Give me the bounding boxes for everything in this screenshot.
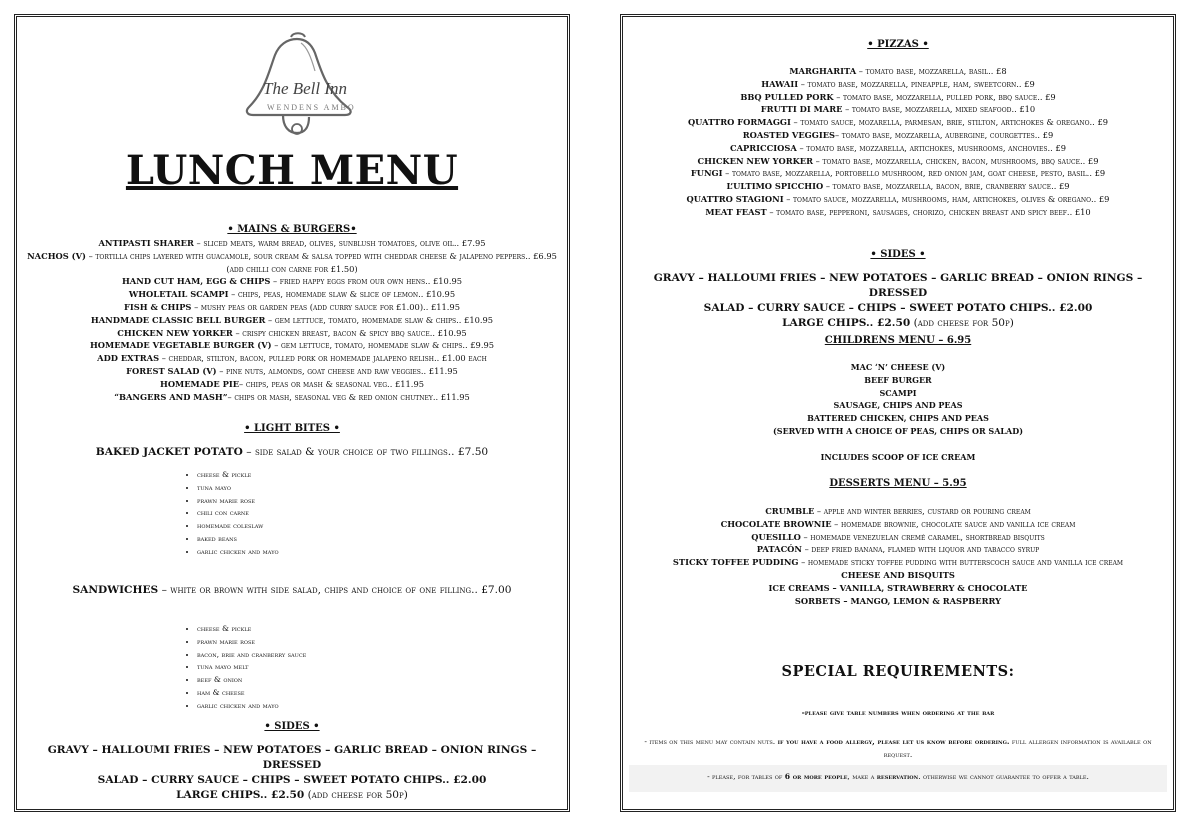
light-bites-heading: • LIGHT BITES • [244, 423, 340, 434]
menu-item-desc: – chips, peas or mash & seasonal veg.. £11.95 [239, 378, 425, 389]
menu-item-desc: – mushy peas or garden peas (add curry sauce for £1.00).. £11.95 [191, 301, 460, 312]
menu-item-desc: – chips, peas, homemade slaw & slice of lemon.. £10.95 [228, 289, 456, 300]
desserts-heading: DESSERTS MENU – 5.95 [829, 478, 967, 489]
childrens-note: INCLUDES SCOOP OF ICE CREAM [820, 452, 976, 462]
pizza-item-name: CAPRICCIOSA [730, 142, 797, 153]
menu-item-name: WHOLETAIL SCAMPI [128, 289, 229, 300]
pizza-item-desc: – tomato base, pepperoni, sausages, chorizo, chicken breast and spicy beef.. £10 [766, 206, 1091, 217]
pizza-item-desc: – tomato sauce, mozzarella, mushrooms, ham, artichokes, olives & oregano.. £9 [783, 193, 1110, 204]
menu-item [25, 237, 559, 250]
pizza-item-desc: – tomato base, mozzarella, portobello mushroom, red onion jam, goat cheese, pesto, basil.. £9 [722, 168, 1106, 179]
pizza-item-name: HAWAII [761, 78, 799, 89]
filling-item: • ham & cheese [197, 687, 306, 700]
menu-item-name: HAND CUT HAM, EGG & CHIPS [121, 276, 271, 287]
dessert-item-desc: – homemade brownie, chocolate sauce and vanilla ice cream [831, 518, 1076, 529]
bell-inn-logo [227, 31, 377, 141]
filling-item: • baked beans [197, 533, 279, 546]
large-chips: LARGE CHIPS.. £2.50 [176, 789, 305, 801]
pizza-item-name: MARGHARITA [789, 66, 857, 76]
menu-item [25, 288, 559, 301]
dessert-item-name: SORBETS – MANGO, LEMON & RASPBERRY [794, 595, 1002, 606]
pizza-item [627, 103, 1169, 116]
pizzas-heading: • PIZZAS • [867, 39, 929, 50]
menu-item-name: “BANGERS AND MASH” [114, 391, 228, 402]
sandwiches-line [31, 583, 553, 598]
dessert-item-name: CRUMBLE [765, 506, 815, 516]
menu-item-name: FOREST SALAD (V) [126, 365, 217, 376]
jacket-potato-line [25, 445, 559, 460]
dessert-item-name: PATACÓN [756, 544, 802, 555]
pizza-item [627, 167, 1169, 180]
pizza-item-desc: – tomato base, mozzarella, chicken, bacon, mushrooms, bbq sauce.. £9 [813, 155, 1099, 166]
pizza-item [627, 78, 1169, 91]
sides-line: SALAD – CURRY SAUCE – CHIPS – SWEET POTATO CHIPS.. £2.00 [97, 774, 487, 786]
jacket-potato-desc: – side salad & your choice of two fillings.. £7.50 [242, 446, 489, 458]
pizza-item-desc: – tomato base, mozzarella, mixed seafood.. £10 [842, 104, 1036, 115]
pizza-menu-page [620, 14, 1176, 812]
menu-item [25, 314, 559, 327]
sandwich-fillings-list [197, 623, 306, 713]
pizza-item [627, 91, 1169, 104]
dessert-item [633, 543, 1163, 556]
childrens-item: MAC ‘N’ CHEESE (V) [850, 362, 946, 372]
dessert-item-name: QUESILLO [751, 531, 801, 542]
dessert-item [633, 505, 1163, 518]
page-title: LUNCH MENU [125, 147, 459, 194]
menu-item-name: ADD EXTRAS [97, 353, 160, 364]
dessert-item-name: CHOCOLATE BROWNIE [720, 518, 832, 529]
lunch-menu-page [14, 14, 570, 812]
pizza-item-name: CHICKEN NEW YORKER [697, 155, 814, 166]
menu-item [25, 391, 559, 404]
reservation-note-bold: reservation [876, 772, 919, 781]
filling-item: • garlic chicken and mayo [197, 700, 306, 713]
filling-item: • homemade coleslaw [197, 520, 279, 533]
table-numbers-note: -please give table numbers when ordering at the bar [801, 708, 995, 717]
logo-name: The Bell Inn [263, 79, 348, 98]
dessert-item-name: STICKY TOFFEE PUDDING [672, 557, 799, 568]
dessert-item [633, 582, 1163, 595]
dessert-item [633, 531, 1163, 544]
filling-item: • bacon, brie and cranberry sauce [197, 649, 306, 662]
allergy-note-part: full allergen information is available on request. [883, 737, 1152, 759]
pizza-item-desc: – tomato base, mozzarella, bacon, brie, cranberry sauce.. £9 [823, 181, 1070, 192]
sides-line [25, 788, 559, 803]
sides-heading: • SIDES • [264, 721, 320, 732]
sides-list [25, 743, 559, 803]
childrens-item: BATTERED CHICKEN, CHIPS AND PEAS [807, 413, 989, 424]
menu-item-desc: – crispy chicken breast, bacon & spicy bbq sauce.. £10.95 [232, 327, 467, 338]
pizza-item-name: FUNGI [690, 168, 723, 179]
reservation-note [629, 765, 1167, 792]
pizza-item [627, 155, 1169, 168]
logo-subtitle: WENDENS AMBO [267, 103, 356, 112]
filling-item: • prawn marie rose [197, 495, 279, 508]
menu-item-desc: – cheddar, stilton, bacon, pulled pork or homemade jalapeno relish.. £1.00 each [159, 353, 487, 364]
pizza-item-desc: – tomato base, mozzarella, pineapple, ham, sweetcorn.. £9 [798, 78, 1035, 89]
sides-line: GRAVY – HALLOUMI FRIES – NEW POTATOES – GARLIC BREAD – ONION RINGS – DRESSED [653, 272, 1143, 299]
menu-item-desc: – chips or mash, seasonal veg & red onion chutney.. £11.95 [227, 391, 470, 402]
filling-item: • cheese & pickle [197, 623, 306, 636]
pizza-item [627, 65, 1169, 78]
childrens-heading: CHILDRENS MENU – 6.95 [824, 335, 972, 346]
filling-item: • beef & onion [197, 674, 306, 687]
dessert-item-desc: – homemade venezuelan cremé caramel, shortbread bisquits [800, 531, 1045, 542]
childrens-item: (SERVED WITH A CHOICE OF PEAS, CHIPS OR SALAD) [773, 425, 1023, 436]
dessert-item-desc: – deep fried banana, flamed with liquor and tabacco syrup [802, 544, 1040, 555]
dessert-item-desc: – apple and winter berries, custard or pouring cream [814, 506, 1031, 516]
pizza-item [627, 129, 1169, 142]
sandwiches-name: SANDWICHES [72, 584, 159, 596]
menu-item-name: ANTIPASTI SHARER [98, 238, 194, 248]
menu-item-desc: – gem lettuce, tomato, homemade slaw & chips.. £10.95 [265, 314, 494, 325]
filling-item: • garlic chicken and mayo [197, 546, 279, 559]
sides-line: GRAVY – HALLOUMI FRIES – NEW POTATOES – GARLIC BREAD – ONION RINGS – DRESSED [47, 744, 537, 771]
dessert-item-name: ICE CREAMS – VANILLA, STRAWBERRY & CHOCOLATE [768, 582, 1028, 593]
allergy-note [629, 736, 1167, 761]
reservation-note-part: - please, for tables of [707, 772, 785, 781]
pizza-list [627, 65, 1169, 219]
large-chips-extra: (add cheese for 50p) [910, 317, 1014, 329]
pizza-item-desc: – tomato base, mozzarella, aubergine, courgettes.. £9 [835, 129, 1054, 140]
menu-item [25, 365, 559, 378]
menu-item-name: HANDMADE CLASSIC BELL BURGER [90, 314, 266, 325]
menu-item [25, 250, 559, 276]
dessert-item [633, 518, 1163, 531]
pizza-item-name: FRUTTI DI MARE [760, 104, 843, 115]
menu-item-desc: – tortilla chips layered with guacamole, sour cream & salsa topped with cheddar cheese & jalapeno peppers.. £6.95 (add chilli con carne for £1.50) [85, 250, 557, 274]
menu-item [25, 275, 559, 288]
menu-item [25, 327, 559, 340]
right-sides-list [631, 271, 1165, 331]
sandwiches-desc: – white or brown with side salad, chips and choice of one filling.. £7.00 [158, 584, 512, 596]
dessert-item-name: CHEESE AND BISQUITS [841, 569, 955, 580]
pizza-item-name: BBQ PULLED PORK [740, 91, 834, 102]
pizza-item-name: MEAT FEAST [705, 206, 767, 217]
pizza-item-name: L’ULTIMO SPICCHIO [726, 181, 824, 192]
pizza-item [627, 180, 1169, 193]
filling-item: • tuna mayo [197, 482, 279, 495]
menu-item [25, 378, 559, 391]
childrens-item: SAUSAGE, CHIPS AND PEAS [833, 400, 963, 411]
pizza-item-name: ROASTED VEGGIES [742, 129, 836, 140]
menu-item-desc: – gem lettuce, tomato, homemade slaw & chips.. £9.95 [271, 340, 495, 351]
pizza-item-desc: – tomato base, mozzarella, artichokes, mushrooms, anchovies.. £9 [796, 142, 1066, 153]
large-chips-extra: (add cheese for 50p) [304, 789, 408, 801]
filling-item: • cheese & pickle [197, 469, 279, 482]
allergy-note-part: - items on this menu may contain nuts. [644, 737, 778, 746]
pizza-item-desc: – tomato sauce, mozarella, parmesan, brie, stilton, artichokes & oregano.. £9 [790, 117, 1109, 128]
menu-item [25, 352, 559, 365]
dessert-item [633, 556, 1163, 569]
sides-line: SALAD – CURRY SAUCE – CHIPS – SWEET POTATO CHIPS.. £2.00 [703, 302, 1093, 314]
pizza-item [627, 206, 1169, 219]
menu-item-desc: – pine nuts, almonds, goat cheese and raw veggies.. £11.95 [216, 365, 458, 376]
reservation-note-part: , make a [847, 772, 877, 781]
pizza-item [627, 116, 1169, 129]
menu-item-name: CHICKEN NEW YORKER [117, 327, 233, 338]
menu-item-name: HOMEMADE PIE [159, 378, 240, 389]
filling-item: • chili con carne [197, 507, 279, 520]
childrens-list [631, 361, 1165, 438]
menu-item-name: HOMEMADE VEGETABLE BURGER (V) [89, 340, 272, 351]
dessert-item [633, 569, 1163, 582]
pizza-item-name: QUATTRO STAGIONI [686, 193, 784, 204]
menu-item [25, 339, 559, 352]
right-sides-heading: • SIDES • [870, 249, 926, 260]
reservation-note-bold: 6 or more people [784, 772, 848, 781]
pizza-item-desc: – tomato base, mozzarella, basil.. £8 [856, 66, 1007, 76]
special-requirements-heading: SPECIAL REQUIREMENTS: [781, 663, 1015, 680]
pizza-item-desc: – tomato base, mozzarella, pulled pork, bbq sauce.. £9 [833, 91, 1056, 102]
dessert-list [633, 505, 1163, 607]
filling-item: • tuna mayo melt [197, 661, 306, 674]
menu-item-desc: – fried happy eggs from our own hens.. £10.95 [270, 276, 463, 287]
childrens-item: BEEF BURGER [864, 374, 932, 385]
pizza-item [627, 142, 1169, 155]
allergy-note-bold: if you have a food allergy, please let us know before ordering. [777, 737, 1010, 746]
dessert-item [633, 595, 1163, 608]
childrens-item: SCAMPI [879, 387, 917, 398]
filling-item: • prawn marie rose [197, 636, 306, 649]
menu-item-name: NACHOS (V) [27, 250, 86, 261]
jacket-potato-name: BAKED JACKET POTATO [95, 446, 243, 458]
dessert-item-desc: – homemade sticky toffee pudding with butterscoch sauce and vanilla ice cream [798, 557, 1124, 568]
pizza-item [627, 193, 1169, 206]
menu-item-desc: – sliced meats, warm bread, olives, sunblush tomatoes, olive oil.. £7.95 [193, 238, 486, 248]
mains-heading: • MAINS & BURGERS• [227, 224, 357, 235]
large-chips: LARGE CHIPS.. £2.50 [782, 317, 911, 329]
pizza-item-name: QUATTRO FORMAGGI [687, 117, 791, 128]
sides-line [631, 316, 1165, 331]
menu-item [25, 301, 559, 314]
jacket-fillings-list [197, 469, 279, 559]
reservation-note-part: . otherwise we cannot guarantee to offer a table. [918, 772, 1089, 781]
mains-list [25, 237, 559, 403]
menu-item-name: FISH & CHIPS [124, 301, 192, 312]
